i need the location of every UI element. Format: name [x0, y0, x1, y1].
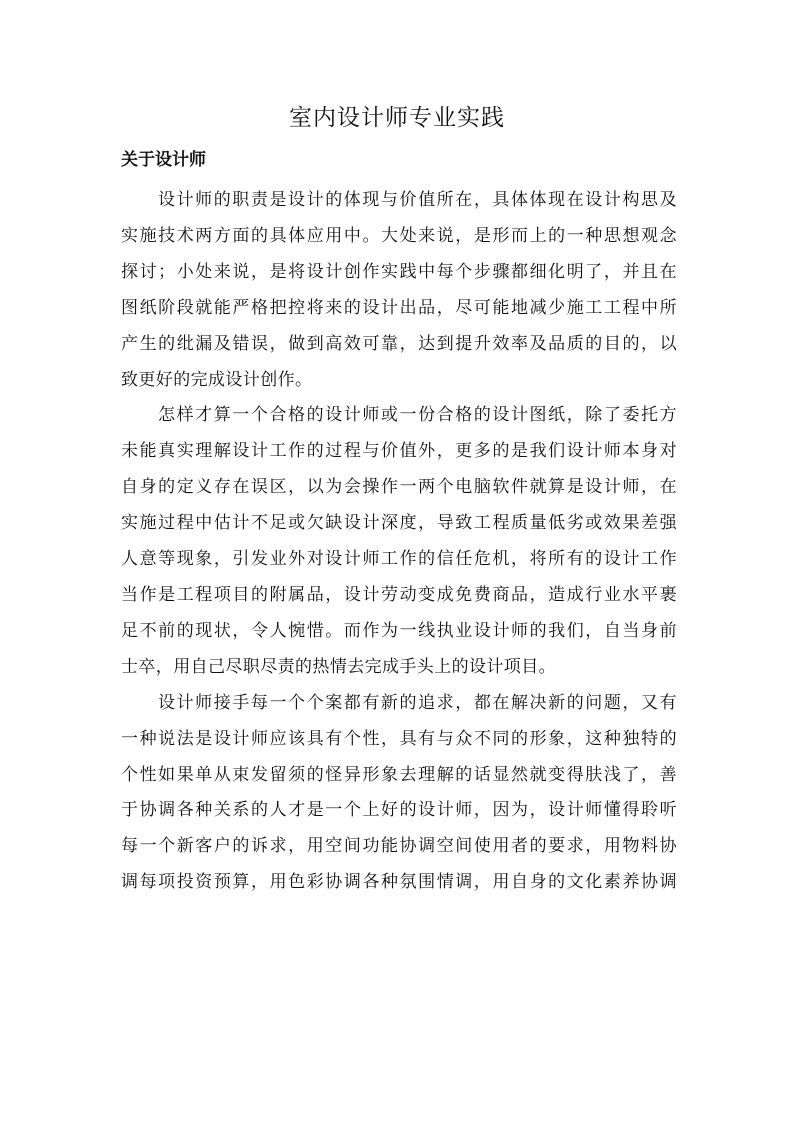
paragraph-line: 每一个新客户的诉求，用空间功能协调空间使用者的要求，用物料协 — [121, 836, 677, 857]
section-heading: 关于设计师 — [121, 150, 206, 170]
paragraph-line: 致更好的完成设计创作。 — [121, 369, 313, 390]
paragraph-line: 一种说法是设计师应该具有个性，具有与众不同的形象，这种独特的 — [121, 728, 677, 749]
paragraph-line: 个性如果单从束发留须的怪异形象去理解的话显然就变得肤浅了，善 — [121, 764, 677, 785]
paragraph-line: 足不前的现状，令人惋惜。而作为一线执业设计师的我们，自当身前 — [121, 620, 677, 641]
paragraph-line: 实施技术两方面的具体应用中。大处来说，是形而上的一种思想观念 — [121, 225, 677, 246]
paragraph-line: 调每项投资预算，用色彩协调各种氛围情调，用自身的文化素养协调 — [121, 872, 677, 893]
paragraph-line: 人意等现象，引发业外对设计师工作的信任危机，将所有的设计工作 — [121, 549, 677, 570]
paragraph-line: 设计师接手每一个个案都有新的追求，都在解决新的问题，又有 — [158, 692, 677, 713]
paragraph-line: 探讨；小处来说，是将设计创作实践中每个步骤都细化明了，并且在 — [121, 261, 677, 282]
paragraph-line: 设计师的职责是设计的体现与价值所在，具体体现在设计构思及 — [158, 190, 677, 210]
paragraph-line: 未能真实理解设计工作的过程与价值外，更多的是我们设计师本身对 — [121, 441, 677, 462]
paragraph-3 — [121, 686, 677, 901]
paragraph-line: 怎样才算一个合格的设计师或一份合格的设计图纸，除了委托方 — [158, 405, 677, 426]
paragraph-line: 当作是工程项目的附属品，设计劳动变成免费商品，造成行业水平裹 — [121, 584, 677, 605]
paragraph-line: 于协调各种关系的人才是一个上好的设计师，因为，设计师懂得聆听 — [121, 800, 677, 821]
paragraph-1 — [121, 183, 677, 398]
paragraph-line: 士卒，用自己尽职尽责的热情去完成手头上的设计项目。 — [121, 656, 556, 677]
body-text — [121, 183, 677, 901]
paragraph-line: 产生的纰漏及错误，做到高效可靠，达到提升效率及品质的目的，以 — [121, 333, 677, 354]
paragraph-2 — [121, 398, 677, 685]
paragraph-line: 实施过程中估计不足或欠缺设计深度，导致工程质量低劣或效果差强 — [121, 513, 677, 534]
paragraph-line: 自身的定义存在误区，以为会操作一两个电脑软件就算是设计师，在 — [121, 477, 677, 498]
paragraph-line: 图纸阶段就能严格把控将来的设计出品，尽可能地减少施工工程中所 — [121, 297, 677, 318]
document-title: 室内设计师专业实践 — [289, 105, 505, 131]
